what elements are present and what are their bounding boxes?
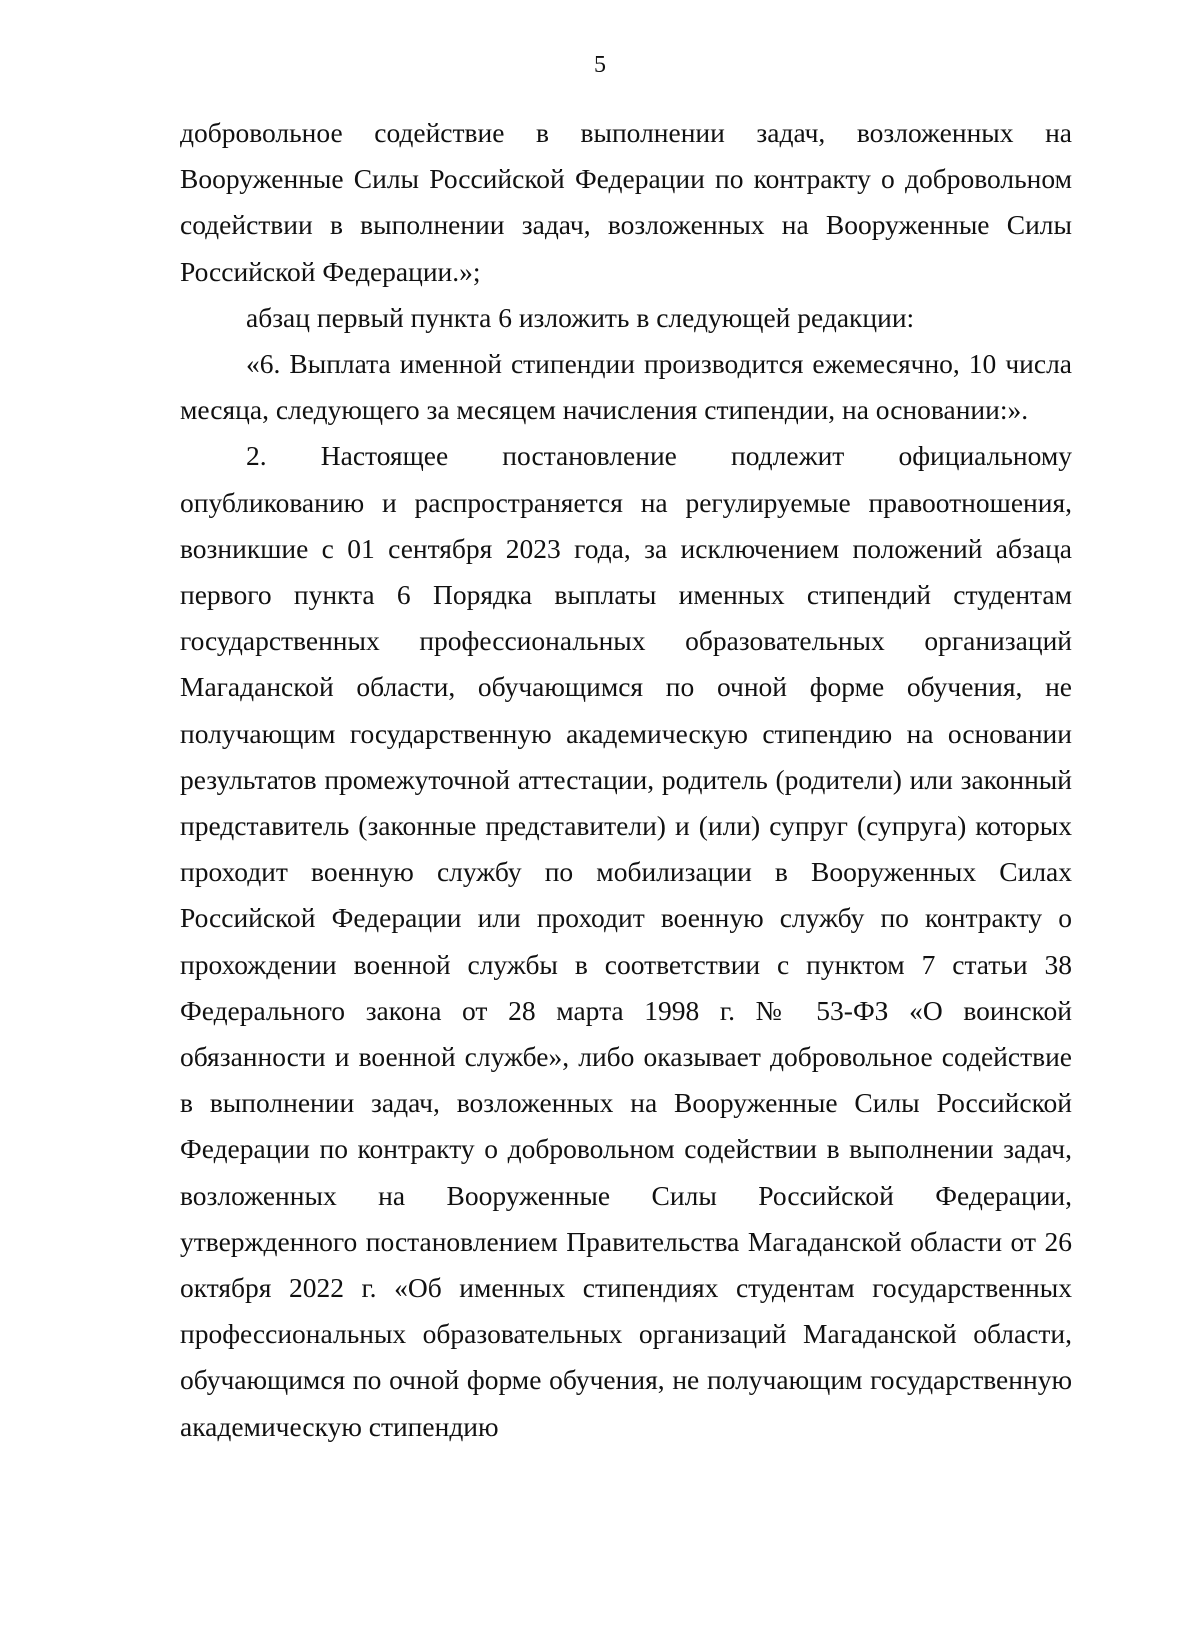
paragraph-amendment-intro: абзац первый пункта 6 изложить в следующей редакции: <box>246 301 915 333</box>
paragraph-item-2: 2. Настоящее постановление подлежит официальному опубликованию и распространяется на регулируемые правоотношения, возникшие с 01 сентября 2023 года, за исключением положений абзаца первого пункта 6 Порядка выплаты именных стипендий студентам государственных профессиональных образовательных организаций Магаданской области, обучающимся по очной форме обучения, не получающим государственную академическую стипендию на основании результатов промежуточной аттестации, родитель (родители) или законный представитель (законные представители) и (или) супруг (супруга) которых проходит военную службу по мобилизации в Вооруженных Силах Российской Федерации или проходит военную службу по контракту о прохождении военной службы в соответствии с пунктом 7 статьи 38 Федерального закона от 28 марта 1998 г. № 53-ФЗ «О воинской обязанности и военной службе», либо оказывает добровольное содействие в выполнении задач, возложенных на Вооруженные Силы Российской Федерации по контракту о добровольном содействии в выполнении задач, возложенных на Вооруженные Силы Российской Федерации, утвержденного постановлением Правительства Магаданской области от 26 октября 2022 г. «Об именных стипендиях студентам государственных профессиональных образовательных организаций Магаданской области, обучающимся по очной форме обучения, не получающим государственную академическую стипендию <box>180 440 1072 1442</box>
paragraph-amendment-text: «6. Выплата именной стипендии производится ежемесячно, 10 числа месяца, следующего за месяцем начисления стипендии, на основании:». <box>180 348 1072 426</box>
page-number: 5 <box>594 52 606 78</box>
paragraph-continuation: добровольное содействие в выполнении задач, возложенных на Вооруженные Силы Российской Федерации по контракту о добровольном содействии в выполнении задач, возложенных на Вооруженные Силы Российской Федерации.»; <box>180 117 1072 287</box>
document-body <box>180 110 1072 1450</box>
